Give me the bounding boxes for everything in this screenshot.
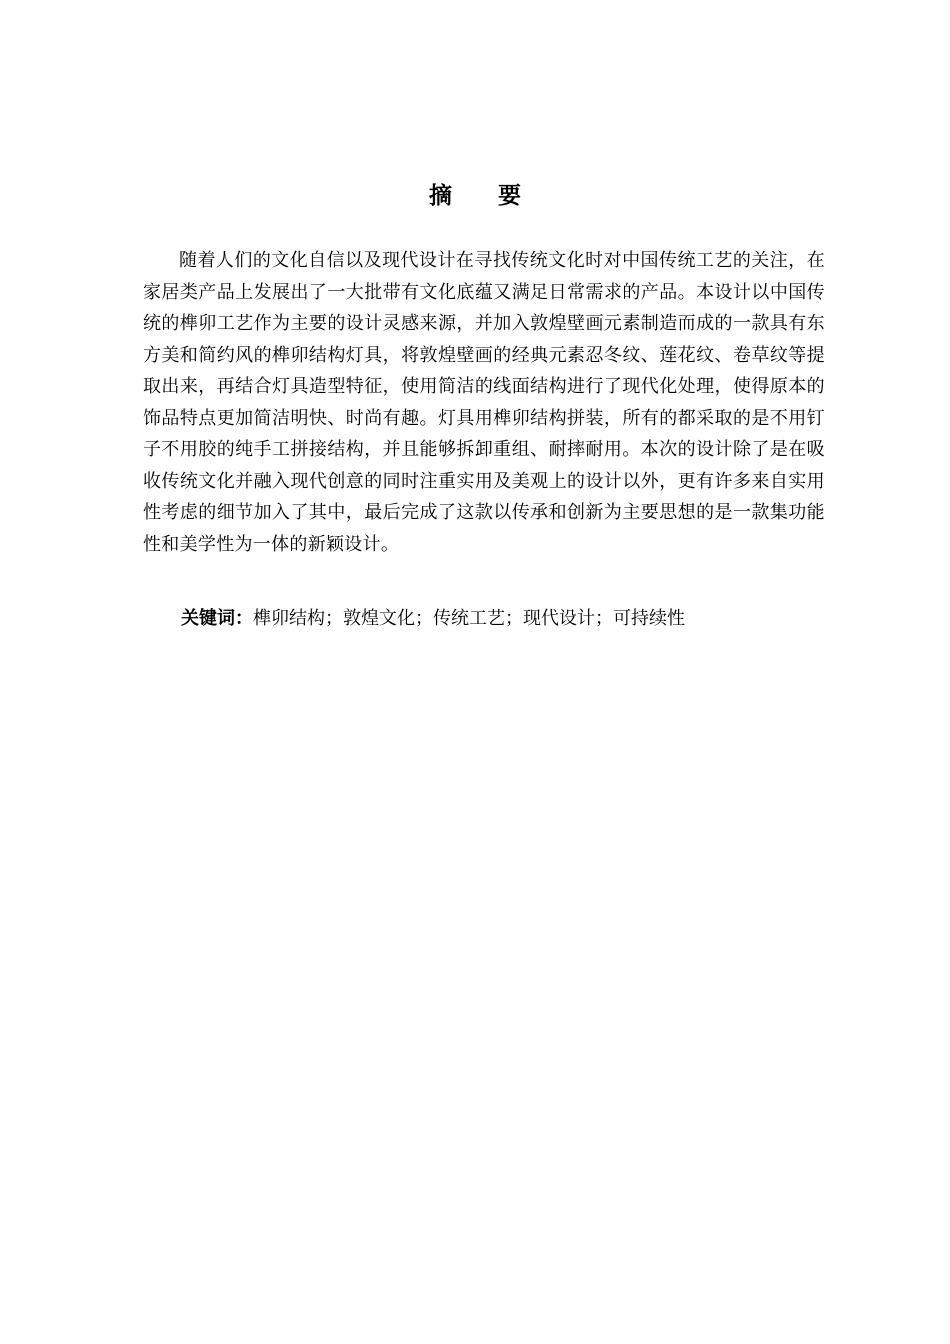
keywords-label: 关键词： (181, 608, 253, 629)
title-char-2: 要 (498, 183, 521, 209)
page-title (0, 178, 950, 214)
keywords-text: 榫卯结构；敦煌文化；传统工艺；现代设计；可持续性 (253, 608, 685, 629)
title-char-1: 摘 (429, 183, 452, 209)
keywords-line (181, 603, 821, 635)
abstract-paragraph: 随着人们的文化自信以及现代设计在寻找传统文化时对中国传统工艺的关注，在家居类产品上发展出了一大批带有文化底蕴又满足日常需求的产品。本设计以中国传统的榫卯工艺作为主要的设计灵感来源，并加入敦煌壁画元素制造而成的一款具有东方美和简约风的榫卯结构灯具，将敦煌壁画的经典元素忍冬纹、莲花纹、卷草纹等提取出来，再结合灯具造型特征，使用简洁的线面结构进行了现代化处理，使得原本的饰品特点更加简洁明快、时尚有趣。灯具用榫卯结构拼装，所有的都采取的是不用钉子不用胶的纯手工拼接结构，并且能够拆卸重组、耐摔耐用。本次的设计除了是在吸收传统文化并融入现代创意的同时注重实用及美观上的设计以外，更有许多来自实用性考虑的细节加入了其中，最后完成了这款以传承和创新为主要思想的是一款集功能性和美学性为一体的新颖设计。 (143, 250, 825, 555)
